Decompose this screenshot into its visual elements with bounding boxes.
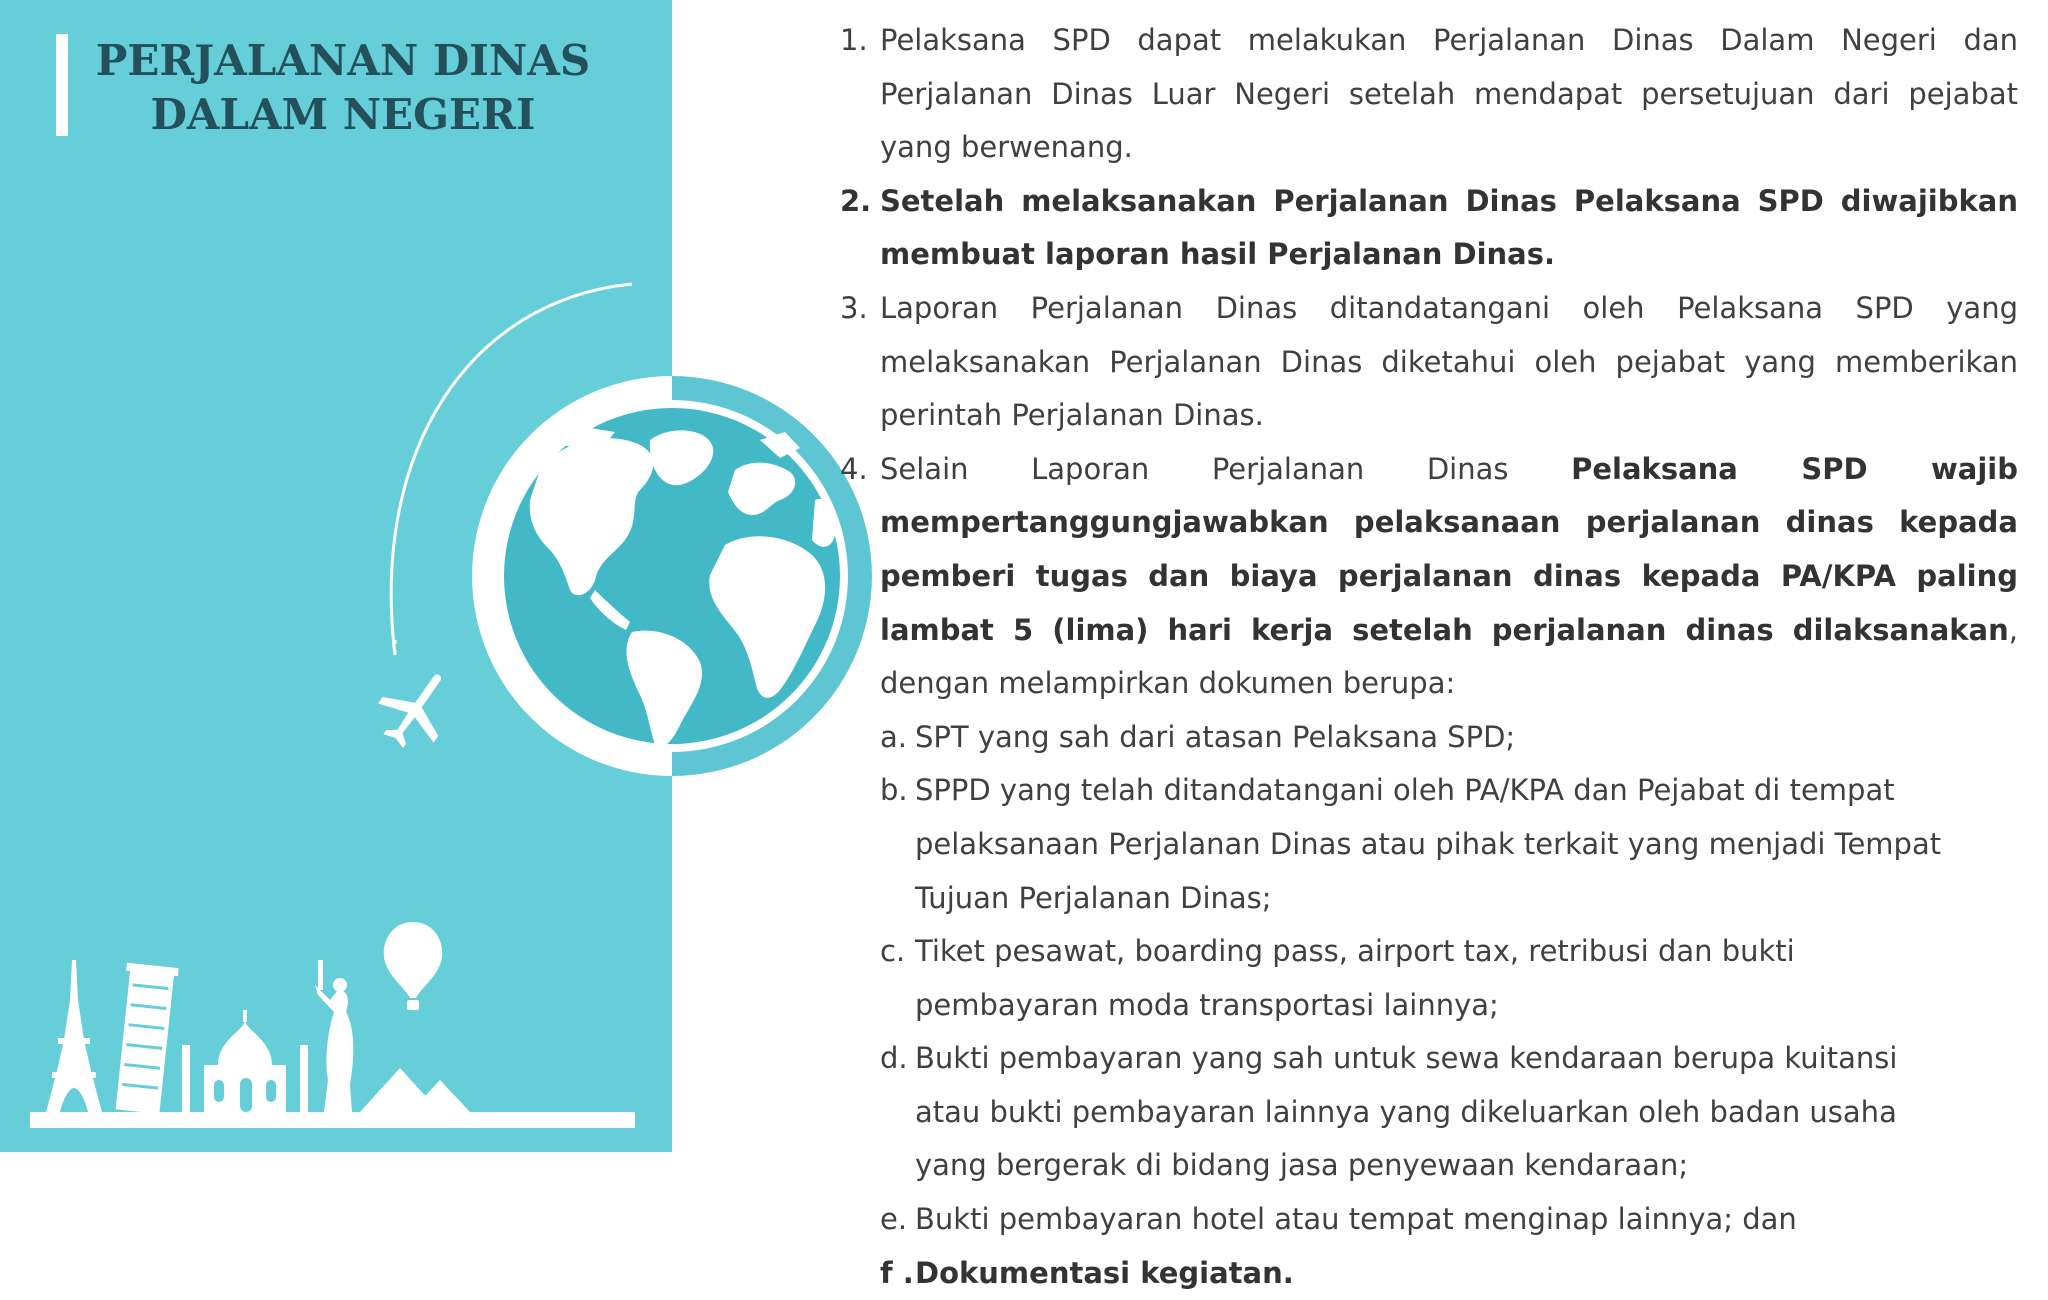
sub-marker: a. xyxy=(880,719,907,754)
sub-text: Bukti pembayaran yang sah untuk sewa kendaraan berupa kuitansi atau bukti pembayaran lainnya yang dikeluarkan oleh badan usaha yang bergerak di bidang jasa penyewaan kendaraan; xyxy=(915,1041,1898,1183)
list-text-bold: Pelaksana SPD wajib mempertanggungjawabkan pelaksanaan perjalanan dinas kepada pemberi tugas dan biaya perjalanan dinas kepada PA/KPA paling lambat 5 (lima) hari kerja setelah perjalanan dinas dilaksanakan xyxy=(880,451,2019,647)
sub-text: Tiket pesawat, boarding pass, airport tax, retribusi dan bukti pembayaran moda transportasi lainnya; xyxy=(915,934,1795,1022)
travel-illustration xyxy=(0,0,900,1152)
sub-item-f xyxy=(840,1247,2018,1300)
sub-item-e xyxy=(840,1193,2018,1247)
list-marker: 2. xyxy=(840,183,872,218)
list-text-tail: , dengan melampirkan dokumen berupa: xyxy=(880,612,2018,701)
sub-marker: b. xyxy=(880,773,908,808)
sub-item-a xyxy=(840,711,2018,765)
sub-text: SPPD yang telah ditandatangani oleh PA/KPA dan Pejabat di tempat pelaksanaan Perjalanan Dinas atau pihak terkait yang menjadi Tempat Tujuan Perjalanan Dinas; xyxy=(915,773,1942,915)
list-item-4 xyxy=(840,443,2018,711)
list-marker: 3. xyxy=(840,290,868,325)
list-text-intro: Selain Laporan Perjalanan Dinas xyxy=(880,451,1572,486)
title-line-2: DALAM NEGERI xyxy=(150,90,536,139)
list-marker: 1. xyxy=(840,23,868,57)
list-marker: 4. xyxy=(840,451,868,486)
sub-marker: e. xyxy=(880,1202,908,1237)
pyramids-icon xyxy=(360,1068,470,1112)
list-text: Pelaksana SPD dapat melakukan Perjalanan Dinas Dalam Negeri dan Perjalanan Dinas Luar Negeri setelah mendapat persetujuan dari pejabat yang berwenang. xyxy=(880,23,2018,165)
title-line-1: PERJALANAN DINAS xyxy=(95,36,591,85)
sub-marker: f . xyxy=(880,1255,914,1290)
globe-icon xyxy=(472,376,872,776)
airplane-icon xyxy=(365,656,467,761)
sub-item-c xyxy=(840,925,2018,1032)
list-item-2 xyxy=(840,175,2018,282)
list-text: Setelah melaksanakan Perjalanan Dinas Pelaksana SPD diwajibkan membuat laporan hasil Perjalanan Dinas. xyxy=(880,183,2018,272)
main-content xyxy=(840,14,2018,1300)
sub-text: SPT yang sah dari atasan Pelaksana SPD; xyxy=(915,719,1516,754)
sub-item-b xyxy=(840,764,2018,925)
eiffel-tower-icon xyxy=(46,960,102,1112)
sub-marker: c. xyxy=(880,934,906,969)
sub-item-d xyxy=(840,1032,2018,1193)
leaning-tower-icon xyxy=(112,963,179,1115)
sub-text: Bukti pembayaran hotel atau tempat menginap lainnya; dan xyxy=(915,1202,1797,1237)
statue-of-liberty-icon xyxy=(315,960,353,1112)
list-item-3 xyxy=(840,282,2018,443)
list-text: Laporan Perjalanan Dinas ditandatangani oleh Pelaksana SPD yang melaksanakan Perjalanan Dinas diketahui oleh pejabat yang memberikan perintah Perjalanan Dinas. xyxy=(880,290,2018,433)
ground-line xyxy=(30,1112,635,1128)
list-item-1 xyxy=(840,14,2018,175)
taj-mahal-icon xyxy=(182,1010,308,1112)
hot-air-balloon-icon xyxy=(384,922,443,1010)
sub-marker: d. xyxy=(880,1041,908,1076)
sub-text: Dokumentasi kegiatan. xyxy=(915,1255,1294,1290)
